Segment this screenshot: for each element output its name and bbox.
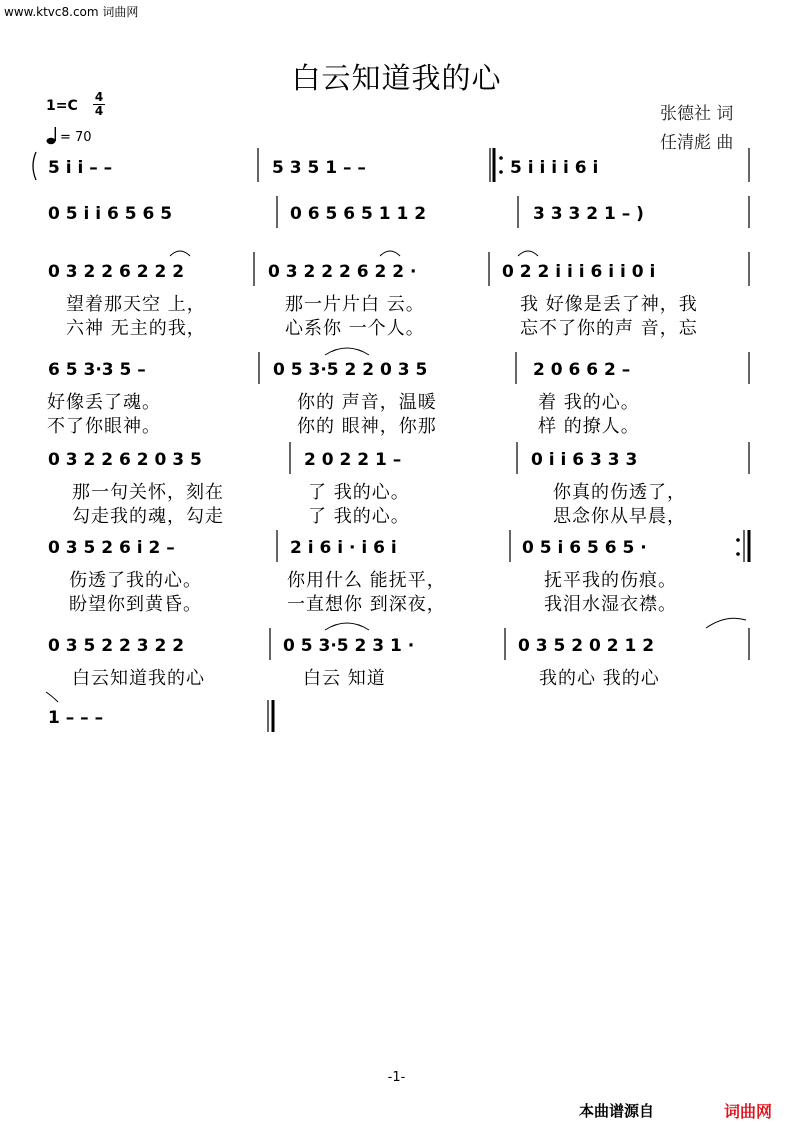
lyric-row3-v1-a: 望着那天空 上， <box>66 294 206 315</box>
notes-row6-bar3: 0 5 i 6 5 6 5 · <box>522 538 647 558</box>
lyric-row7-v1-b: 白云 知道 <box>303 668 386 689</box>
notes-row8-bar1: 1 – – – <box>48 708 104 728</box>
lyric-row5-v2-b: 了 我的心。 <box>308 506 410 527</box>
notes-row5-bar1: 0 3 2 2 6 2 0 3 5 <box>48 450 202 470</box>
notes-row6-bar2: 2 i 6 i · i 6 i <box>290 538 397 558</box>
lyric-row6-v1-a: 伤透了我的心。 <box>69 570 202 591</box>
lyric-row3-v1-b: 那一片片白 云。 <box>285 294 425 315</box>
lyric-row3-v2-b: 心系你 一个人。 <box>285 318 425 339</box>
notes-row4-bar2: 0 5 3·5 2 2 0 3 5 <box>273 360 428 380</box>
notes-row2-bar2: 0 6 5 6 5 1 1 2 <box>290 204 427 224</box>
page-number: -1- <box>387 1070 406 1085</box>
lyric-row6-v1-c: 抚平我的伤痕。 <box>544 570 677 591</box>
notes-row4-bar1: 6 5 3·3 5 – <box>48 360 146 380</box>
notes-row6-bar1: 0 3 5 2 6 i 2 – <box>48 538 175 558</box>
notes-row4-bar3: 2 0 6 6 2 – <box>533 360 631 380</box>
page-title: 白云知道我的心 <box>291 61 502 95</box>
lyric-row4-v1-b: 你的 声音，温暖 <box>297 392 437 413</box>
lyricist-credit: 张德社 词 <box>660 104 734 124</box>
lyric-row4-v2-b: 你的 眼神，你那 <box>297 416 437 437</box>
notes-row7-bar1: 0 3 5 2 2 3 2 2 <box>48 636 185 656</box>
lyric-row3-v2-a: 六神 无主的我， <box>66 318 206 339</box>
lyric-row3-v1-c: 我 好像是丢了神，我 <box>520 294 698 315</box>
composer-credit: 任清彪 曲 <box>660 133 734 153</box>
lyric-row7-v1-a: 白云知道我的心 <box>72 668 205 689</box>
tempo-value: = 70 <box>60 130 92 145</box>
lyric-row4-v1-c: 着 我的心。 <box>538 392 640 413</box>
lyric-row5-v1-c: 你真的伤透了， <box>553 482 686 503</box>
lyric-row6-v2-b: 一直想你 到深夜， <box>287 594 446 615</box>
notes-row2-bar3: 3 3 3 2 1 – ) <box>533 204 644 224</box>
notes-row1-bar3: 5 i i i i 6 i <box>510 158 599 178</box>
lyric-row5-v1-a: 那一句关怀，刻在 <box>72 482 224 503</box>
lyric-row4-v2-c: 样 的撩人。 <box>538 416 640 437</box>
notes-row3-bar1: 0 3 2 2 6 2 2 2 <box>48 262 185 282</box>
lyric-row6-v2-a: 盼望你到黄昏。 <box>69 594 202 615</box>
lyric-row4-v2-a: 不了你眼神。 <box>47 416 161 437</box>
open-paren <box>33 152 36 180</box>
watermark-top: www.ktvc8.com 词曲网 <box>4 5 139 19</box>
footer-source-label: 本曲谱源自 <box>579 1102 655 1120</box>
lyric-row5-v2-a: 勾走我的魂，勾走 <box>72 506 224 527</box>
meter-bottom: 4 <box>94 104 104 118</box>
lyric-row4-v1-a: 好像丢了魂。 <box>47 392 161 413</box>
notes-row1-bar1: 5 i i – – <box>48 158 113 178</box>
meter-top: 4 <box>94 90 104 104</box>
lyric-row5-v2-c: 思念你从早晨， <box>553 506 686 527</box>
lyric-row6-v1-b: 你用什么 能抚平， <box>287 570 446 591</box>
notes-row2-bar1: 0 5 i i 6 5 6 5 <box>48 204 173 224</box>
notes-row3-bar3: 0 2 2 i i i 6 i i 0 i <box>502 262 656 282</box>
notes-row5-bar2: 2 0 2 2 1 – <box>304 450 402 470</box>
footer-site-link[interactable]: 词曲网 <box>724 1102 773 1121</box>
notes-row3-bar2: 0 3 2 2 2 6 2 2 · <box>268 262 417 282</box>
notes-row7-bar2: 0 5 3·5 2 3 1 · <box>283 636 415 656</box>
lyric-row5-v1-b: 了 我的心。 <box>308 482 410 503</box>
key-signature: 1=C <box>46 98 78 114</box>
lyric-row7-v1-c: 我的心 我的心 <box>539 668 660 689</box>
notes-row5-bar3: 0 i i 6 3 3 3 <box>531 450 638 470</box>
lyric-row6-v2-c: 我泪水湿衣襟。 <box>544 594 677 615</box>
lyric-row3-v2-c: 忘不了你的声 音，忘 <box>520 318 698 339</box>
notes-row1-bar2: 5 3 5 1 – – <box>272 158 366 178</box>
notes-row7-bar3: 0 3 5 2 0 2 1 2 <box>518 636 655 656</box>
